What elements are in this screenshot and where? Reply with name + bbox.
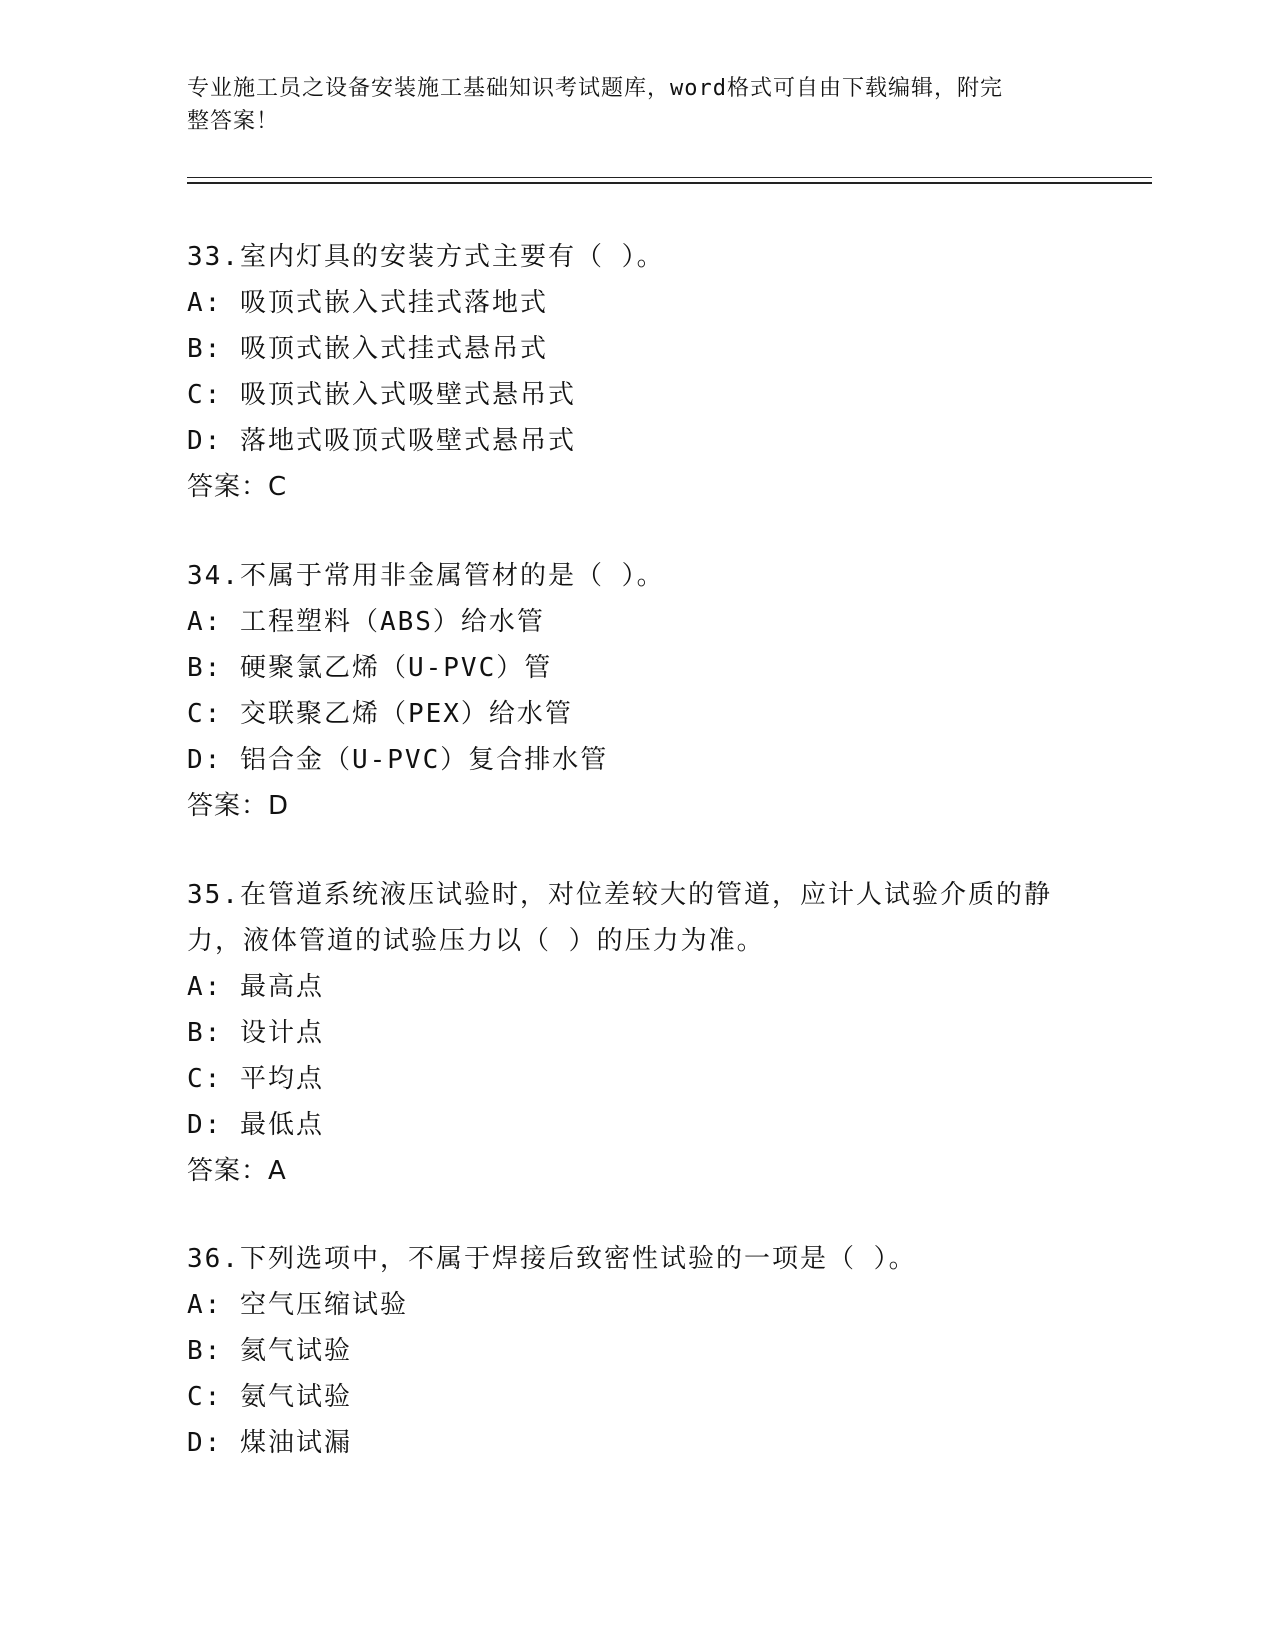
header-divider-thick xyxy=(187,182,1152,184)
option-d: D: 煤油试漏 xyxy=(187,1428,352,1458)
option-a: A: 空气压缩试验 xyxy=(187,1290,408,1320)
question-stem-line-2: 力，液体管道的试验压力以（ ）的压力为准。 xyxy=(187,926,765,956)
question-34 xyxy=(187,553,1087,829)
option-a: A: 工程塑料（ABS）给水管 xyxy=(187,607,545,637)
option-d: D: 铝合金（U-PVC）复合排水管 xyxy=(187,745,609,775)
answer-label: 答案：A xyxy=(187,1156,287,1186)
question-35 xyxy=(187,872,1087,1194)
option-b: B: 氦气试验 xyxy=(187,1336,352,1366)
document-header xyxy=(187,72,1067,138)
option-d: D: 落地式吸顶式吸壁式悬吊式 xyxy=(187,426,576,456)
question-36 xyxy=(187,1236,1087,1466)
option-b: B: 硬聚氯乙烯（U-PVC）管 xyxy=(187,653,553,683)
answer-label: 答案：D xyxy=(187,791,290,821)
option-c: C: 平均点 xyxy=(187,1064,324,1094)
answer-label: 答案：C xyxy=(187,472,288,502)
question-stem: 36.下列选项中，不属于焊接后致密性试验的一项是（ ）。 xyxy=(187,1244,917,1274)
option-b: B: 吸顶式嵌入式挂式悬吊式 xyxy=(187,334,548,364)
option-d: D: 最低点 xyxy=(187,1110,324,1140)
header-divider-thin xyxy=(187,177,1152,178)
header-line-1: 专业施工员之设备安装施工基础知识考试题库，word格式可自由下载编辑，附完 xyxy=(187,76,1003,101)
question-stem: 34.不属于常用非金属管材的是（ ）。 xyxy=(187,561,665,591)
question-stem: 33.室内灯具的安装方式主要有（ ）。 xyxy=(187,242,665,272)
option-c: C: 吸顶式嵌入式吸壁式悬吊式 xyxy=(187,380,576,410)
question-33 xyxy=(187,234,1087,510)
option-b: B: 设计点 xyxy=(187,1018,324,1048)
option-a: A: 吸顶式嵌入式挂式落地式 xyxy=(187,288,548,318)
option-c: C: 交联聚乙烯（PEX）给水管 xyxy=(187,699,573,729)
option-c: C: 氨气试验 xyxy=(187,1382,352,1412)
question-stem-line-1: 35.在管道系统液压试验时，对位差较大的管道，应计人试验介质的静 xyxy=(187,880,1052,910)
option-a: A: 最高点 xyxy=(187,972,324,1002)
header-line-2: 整答案！ xyxy=(187,109,280,134)
